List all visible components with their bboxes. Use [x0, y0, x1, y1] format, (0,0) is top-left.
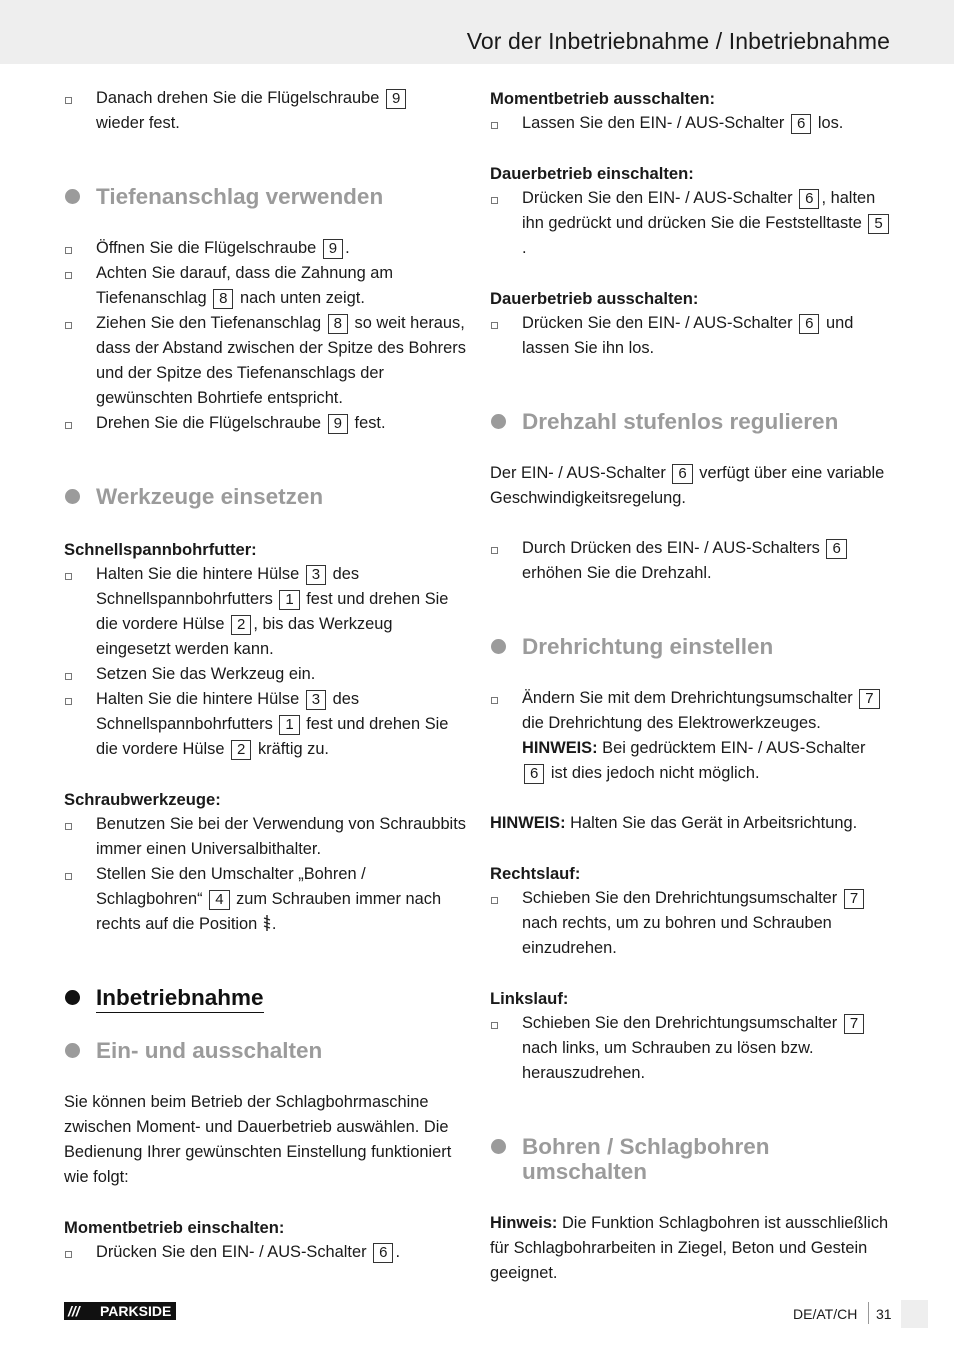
list-item: Ziehen Sie den Tiefenanschlag 8 so weit heraus, dass der Abstand zwischen der Spitze des Bohrers und der Spitze des Tiefenanschlags der gewünschten Bohrtiefe entspricht. — [64, 311, 466, 411]
subheading-schnellspann: Schnellspannbohrfutter: — [64, 540, 257, 559]
part-number: 8 — [328, 314, 348, 334]
list-item: Drücken Sie den EIN- / AUS-Schalter 6 . — [64, 1240, 466, 1265]
chapter-heading-inbetriebnahme: Inbetriebnahme — [64, 985, 466, 1013]
subheading-linkslauf: Linkslauf: — [490, 989, 569, 1008]
subheading-rechtslauf: Rechtslauf: — [490, 864, 581, 883]
part-number: 5 — [868, 214, 888, 234]
list-item: Schieben Sie den Drehrichtungsumschalter 7 nach rechts, um zu bohren und Schrauben einzudrehen. — [490, 886, 894, 961]
subheading-dauer-aus: Dauerbetrieb ausschalten: — [490, 289, 699, 308]
subheading-dauer-ein: Dauerbetrieb einschalten: — [490, 164, 694, 183]
section-heading-drehzahl: Drehzahl stufenlos regulieren — [490, 409, 894, 434]
part-number: 4 — [209, 890, 229, 910]
part-number: 2 — [231, 615, 251, 635]
section-heading-werkzeuge: Werkzeuge einsetzen — [64, 484, 466, 509]
part-number: 9 — [328, 414, 348, 434]
section-heading-tiefenanschlag: Tiefenanschlag verwenden — [64, 184, 466, 209]
note-label: Hinweis: — [490, 1214, 558, 1232]
list-item: Lassen Sie den EIN- / AUS-Schalter 6 los. — [490, 111, 894, 136]
subheading-moment-ein: Momentbetrieb einschalten: — [64, 1218, 285, 1237]
right-column — [490, 86, 894, 1286]
part-number: 3 — [306, 565, 326, 585]
part-number: 9 — [323, 239, 343, 259]
list-item: Drehen Sie die Flügelschraube 9 fest. — [64, 411, 466, 436]
screw-position-icon — [262, 914, 272, 932]
list-item: Halten Sie die hintere Hülse 3 des Schnellspannbohrfutters 1 fest und drehen Sie die vordere Hülse 2 , bis das Werkzeug eingesetzt werden kann. — [64, 562, 466, 662]
list-item: Benutzen Sie bei der Verwendung von Schraubbits immer einen Universalbithalter. — [64, 812, 466, 862]
page-title: Vor der Inbetriebnahme / Inbetriebnahme — [466, 28, 890, 54]
note-paragraph: HINWEIS: Halten Sie das Gerät in Arbeitsrichtung. — [490, 814, 858, 832]
list-item: Drücken Sie den EIN- / AUS-Schalter 6 , halten ihn gedrückt und drücken Sie die Feststelltaste 5. — [490, 186, 894, 261]
list-item: Drücken Sie den EIN- / AUS-Schalter 6 und lassen Sie ihn los. — [490, 311, 894, 361]
list-item: Durch Drücken des EIN- / AUS-Schalters 6 erhöhen Sie die Drehzahl. — [490, 536, 894, 586]
list-item: Stellen Sie den Umschalter „Bohren / Schlagbohren“ 4 zum Schrauben immer nach rechts auf die Position . — [64, 862, 466, 937]
subheading-moment-aus: Momentbetrieb ausschalten: — [490, 89, 715, 108]
page-header — [0, 0, 954, 64]
list-item: Öffnen Sie die Flügelschraube 9 . — [64, 236, 466, 261]
note-paragraph: Hinweis: Die Funktion Schlagbohren ist ausschließlich für Schlagbohrarbeiten in Ziegel, Beton und Gestein geeignet. — [490, 1214, 889, 1282]
part-number: 1 — [279, 715, 299, 735]
divider — [868, 1302, 869, 1324]
paragraph: Sie können beim Betrieb der Schlagbohrmaschine zwischen Moment- und Dauerbetrieb auswählen. Die Bedienung Ihrer gewünschten Einstellung funktioniert wie folgt: — [64, 1093, 452, 1186]
section-heading-ein-aus: Ein- und ausschalten — [64, 1038, 466, 1063]
part-number: 6 — [524, 764, 544, 784]
list-item: Schieben Sie den Drehrichtungsumschalter 7 nach links, um Schrauben zu lösen bzw. herauszudrehen. — [490, 1011, 894, 1086]
list-item: Ändern Sie mit dem Drehrichtungsumschalter 7 die Drehrichtung des Elektrowerkzeuges. HINWEIS: Bei gedrücktem EIN- / AUS-Schalter 6 ist dies jedoch nicht möglich. — [490, 686, 894, 786]
part-number: 6 — [826, 539, 846, 559]
subheading-schraubwerkzeuge: Schraubwerkzeuge: — [64, 790, 221, 809]
page-tab — [901, 1300, 928, 1328]
note-label: HINWEIS: — [522, 739, 598, 757]
list-item: Achten Sie darauf, dass die Zahnung am Tiefenanschlag 8 nach unten zeigt. — [64, 261, 466, 311]
locale-label: DE/AT/CH — [793, 1306, 858, 1322]
part-number: 7 — [844, 1014, 864, 1034]
paragraph: Der EIN- / AUS-Schalter 6 verfügt über eine variable Geschwindigkeitsregelung. — [490, 464, 885, 507]
part-number: 7 — [844, 889, 864, 909]
list-item: Halten Sie die hintere Hülse 3 des Schnellspannbohrfutters 1 fest und drehen Sie die vordere Hülse 2 kräftig zu. — [64, 687, 466, 762]
parkside-logo: /// PARKSIDE — [64, 1302, 176, 1320]
note-label: HINWEIS: — [490, 814, 566, 832]
part-number: 2 — [231, 740, 251, 760]
list-item: Danach drehen Sie die Flügelschraube 9 wieder fest. — [64, 86, 466, 136]
part-number: 6 — [373, 1243, 393, 1263]
left-column — [64, 86, 466, 1265]
part-number: 8 — [213, 289, 233, 309]
page-number: 31 — [876, 1306, 892, 1322]
part-number: 7 — [859, 689, 879, 709]
part-number: 6 — [791, 114, 811, 134]
list-item: Setzen Sie das Werkzeug ein. — [64, 662, 466, 687]
part-number: 6 — [672, 464, 692, 484]
section-heading-bohren: Bohren / Schlagbohren umschalten — [490, 1134, 894, 1184]
part-number: 3 — [306, 690, 326, 710]
part-number: 6 — [799, 314, 819, 334]
part-number: 9 — [386, 89, 406, 109]
section-heading-drehrichtung: Drehrichtung einstellen — [490, 634, 894, 659]
part-number: 6 — [799, 189, 819, 209]
part-number: 1 — [279, 590, 299, 610]
